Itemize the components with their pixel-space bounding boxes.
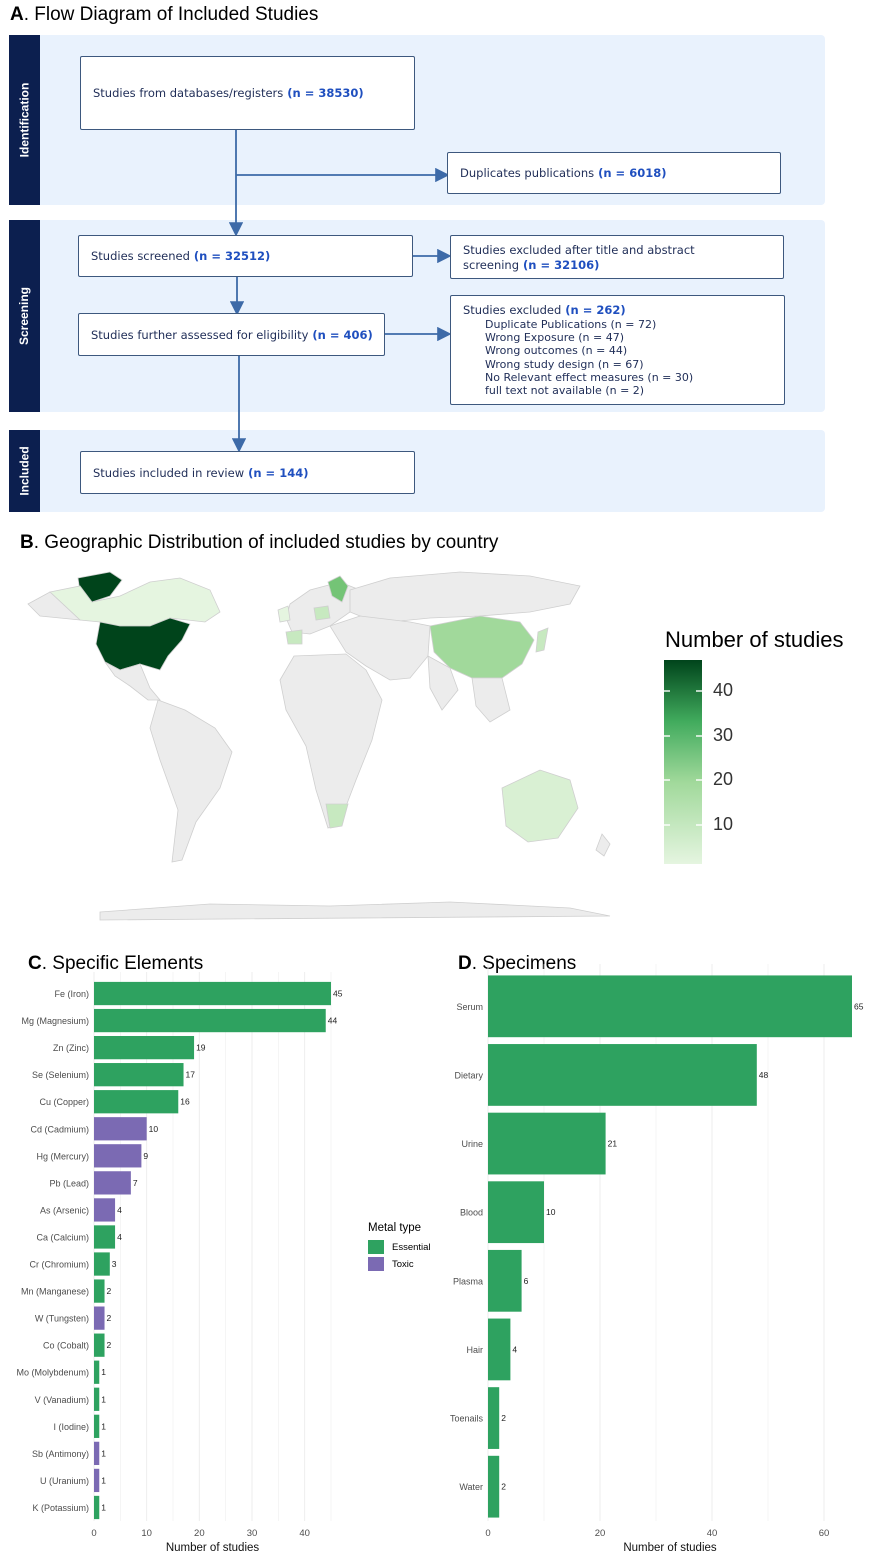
bar bbox=[94, 1334, 105, 1357]
category-label: As (Arsenic) bbox=[39, 1205, 89, 1216]
map-antarctica bbox=[100, 902, 610, 920]
map-legend-tick: 10 bbox=[713, 814, 734, 834]
bar bbox=[488, 1319, 510, 1381]
excluded-title-text2: screening bbox=[463, 258, 520, 272]
map-color-scale bbox=[664, 660, 704, 865]
x-tick-label: 10 bbox=[141, 1528, 152, 1539]
bar bbox=[94, 1279, 105, 1302]
bar-value-label: 2 bbox=[501, 1413, 506, 1424]
bar bbox=[94, 1415, 99, 1438]
bar bbox=[488, 1113, 606, 1175]
exclusion-reason: Duplicate Publications (n = 72) bbox=[485, 318, 657, 331]
included-text: Studies included in review bbox=[93, 465, 245, 480]
bar-value-label: 1 bbox=[101, 1394, 107, 1405]
bar-value-label: 44 bbox=[327, 1015, 338, 1026]
screened-text: Studies screened bbox=[91, 249, 190, 263]
x-tick-label: 60 bbox=[818, 1528, 830, 1539]
category-label: Mn (Manganese) bbox=[20, 1286, 89, 1297]
databases-count: (n = 38530) bbox=[287, 86, 364, 100]
panel-b-letter: B bbox=[20, 532, 34, 553]
category-label: Urine bbox=[461, 1139, 483, 1150]
category-label: W (Tungsten) bbox=[34, 1313, 89, 1324]
databases-text: Studies from databases/registers bbox=[93, 86, 284, 100]
category-label: Cd (Cadmium) bbox=[30, 1124, 89, 1135]
map-se-asia bbox=[472, 678, 510, 722]
bar bbox=[94, 1090, 178, 1113]
bar-value-label: 4 bbox=[512, 1344, 518, 1355]
x-axis-label: Number of studies bbox=[165, 1542, 260, 1554]
bar-value-label: 48 bbox=[758, 1069, 769, 1080]
bar bbox=[94, 1036, 194, 1059]
duplicates-count: (n = 6018) bbox=[598, 166, 667, 180]
panel-a-letter: A bbox=[10, 4, 24, 25]
duplicates-box bbox=[447, 152, 781, 194]
legend-label-toxic: Toxic bbox=[392, 1258, 414, 1270]
x-tick-label: 30 bbox=[246, 1528, 258, 1539]
bar-value-label: 4 bbox=[117, 1231, 122, 1242]
eligibility-count: (n = 406) bbox=[312, 327, 373, 342]
bar-value-label: 21 bbox=[607, 1138, 618, 1149]
excluded-box bbox=[450, 295, 785, 405]
bar bbox=[94, 1009, 326, 1032]
exclusion-reason: No Relevant effect measures (n = 30) bbox=[485, 370, 694, 384]
map-spain bbox=[286, 630, 302, 644]
legend-entry-toxic bbox=[368, 1257, 431, 1271]
x-tick-label: 20 bbox=[594, 1528, 606, 1539]
bar-value-label: 1 bbox=[101, 1448, 107, 1459]
map-legend-tick: 40 bbox=[713, 680, 734, 700]
category-label: Water bbox=[459, 1482, 483, 1493]
category-label: Cu (Copper) bbox=[39, 1097, 89, 1108]
category-label: K (Potassium) bbox=[32, 1502, 89, 1513]
legend-entry-essential bbox=[368, 1240, 431, 1254]
bar bbox=[94, 1361, 99, 1384]
bar bbox=[94, 1144, 141, 1167]
x-tick-label: 20 bbox=[194, 1528, 205, 1539]
screened-count: (n = 32512) bbox=[193, 249, 271, 263]
x-axis-label: Number of studies bbox=[623, 1542, 717, 1554]
bar-value-label: 6 bbox=[523, 1275, 529, 1286]
bar-value-label: 1 bbox=[101, 1475, 107, 1486]
category-label: Mg (Magnesium) bbox=[21, 1016, 89, 1027]
bar bbox=[94, 1469, 99, 1492]
category-label: Plasma bbox=[452, 1276, 483, 1287]
map-uk bbox=[278, 606, 290, 622]
panel-b-title-text: . Geographic Distribution of included studies by country bbox=[33, 532, 499, 553]
bar bbox=[488, 975, 852, 1037]
map-new-zealand bbox=[596, 834, 610, 856]
bar bbox=[94, 1117, 147, 1140]
category-label: Fe (Iron) bbox=[54, 989, 89, 1000]
category-label: I (Iodine) bbox=[53, 1421, 89, 1432]
bar-value-label: 17 bbox=[185, 1069, 196, 1080]
bar bbox=[488, 1044, 757, 1106]
map-legend-tick: 30 bbox=[713, 725, 734, 745]
eligibility-box bbox=[78, 313, 385, 356]
bar-value-label: 1 bbox=[101, 1367, 107, 1378]
included-box bbox=[80, 451, 415, 494]
bar bbox=[94, 1388, 99, 1411]
bar-value-label: 3 bbox=[111, 1259, 117, 1270]
excluded-count: (n = 262) bbox=[565, 303, 626, 317]
exclusion-reason: full text not available (n = 2) bbox=[485, 384, 645, 398]
map-south-africa bbox=[326, 804, 348, 828]
panel-c-title-text: . Specific Elements bbox=[41, 953, 204, 974]
panel-d-letter: D bbox=[458, 953, 472, 974]
x-tick-label: 0 bbox=[91, 1528, 97, 1539]
category-label: U (Uranium) bbox=[39, 1475, 89, 1486]
category-label: Ca (Calcium) bbox=[36, 1232, 89, 1243]
excluded-title-count: (n = 32106) bbox=[523, 258, 600, 272]
bar-value-label: 16 bbox=[180, 1096, 190, 1107]
map-central-europe bbox=[314, 606, 330, 620]
bar-value-label: 10 bbox=[546, 1207, 556, 1218]
screening-label: Screening bbox=[17, 286, 32, 346]
bar bbox=[94, 1496, 99, 1519]
map-russia bbox=[350, 572, 580, 622]
bar bbox=[488, 1387, 499, 1449]
category-label: Pb (Lead) bbox=[49, 1178, 89, 1189]
map-usa bbox=[96, 618, 190, 670]
screened-box bbox=[78, 235, 413, 277]
map-south-america bbox=[150, 700, 232, 862]
eligibility-text: Studies further assessed for eligibility bbox=[91, 327, 309, 342]
category-label: Dietary bbox=[454, 1070, 483, 1081]
bar-value-label: 1 bbox=[101, 1421, 107, 1432]
excluded-title-box bbox=[450, 235, 784, 279]
included-label: Included bbox=[17, 446, 32, 496]
bar-value-label: 65 bbox=[854, 1001, 864, 1012]
map-japan bbox=[536, 628, 548, 652]
bar bbox=[94, 1063, 184, 1086]
panel-b-title bbox=[20, 532, 498, 554]
bar bbox=[94, 1171, 131, 1194]
exclusion-reason: Wrong Exposure (n = 47) bbox=[485, 331, 625, 345]
metal-type-legend bbox=[368, 1222, 431, 1271]
category-label: Serum bbox=[456, 1001, 483, 1012]
bar bbox=[488, 1181, 544, 1243]
category-label: Sb (Antimony) bbox=[31, 1448, 89, 1459]
bar bbox=[94, 1306, 105, 1329]
databases-box bbox=[80, 56, 415, 130]
bar-value-label: 1 bbox=[101, 1502, 107, 1513]
bar bbox=[94, 1225, 115, 1248]
exclusion-reasons bbox=[485, 318, 784, 397]
bar-value-label: 2 bbox=[501, 1481, 506, 1492]
category-label: Toenails bbox=[449, 1413, 483, 1424]
panel-c-letter: C bbox=[28, 953, 42, 974]
bar-value-label: 7 bbox=[132, 1177, 138, 1188]
category-label: Zn (Zinc) bbox=[53, 1043, 89, 1054]
category-label: Co (Cobalt) bbox=[42, 1340, 89, 1351]
identification-label: Identification bbox=[17, 82, 32, 158]
category-label: Se (Selenium) bbox=[31, 1070, 89, 1081]
bar bbox=[94, 1198, 115, 1221]
x-tick-label: 40 bbox=[299, 1528, 310, 1539]
map-legend-title: Number of studies bbox=[665, 627, 844, 652]
duplicates-text: Duplicates publications bbox=[460, 166, 595, 180]
legend-label-essential: Essential bbox=[392, 1241, 431, 1253]
panel-d-title-text: . Specimens bbox=[471, 953, 577, 974]
excluded-title-text: Studies excluded after title and abstract bbox=[463, 243, 695, 257]
bar bbox=[488, 1250, 522, 1312]
category-label: Mo (Molybdenum) bbox=[16, 1367, 89, 1378]
bar-value-label: 2 bbox=[106, 1313, 112, 1324]
x-tick-label: 40 bbox=[706, 1528, 718, 1539]
world-map bbox=[10, 560, 650, 928]
bar-value-label: 45 bbox=[333, 988, 343, 999]
excluded-text: Studies excluded bbox=[463, 303, 562, 317]
legend-swatch-toxic bbox=[368, 1257, 384, 1271]
map-legend-tick: 20 bbox=[713, 769, 734, 789]
exclusion-reason: Wrong study design (n = 67) bbox=[485, 357, 644, 371]
bar-value-label: 19 bbox=[196, 1042, 206, 1053]
exclusion-reason: Wrong outcomes (n = 44) bbox=[485, 344, 628, 358]
included-count: (n = 144) bbox=[248, 465, 309, 480]
bar bbox=[94, 982, 331, 1005]
bar bbox=[94, 1252, 110, 1275]
bar-value-label: 10 bbox=[148, 1123, 159, 1134]
bar bbox=[94, 1442, 99, 1465]
category-label: Blood bbox=[459, 1207, 483, 1218]
map-australia bbox=[502, 770, 578, 842]
legend-swatch-essential bbox=[368, 1240, 384, 1254]
category-label: V (Vanadium) bbox=[34, 1394, 89, 1405]
bar-value-label: 4 bbox=[117, 1204, 122, 1215]
category-label: Hair bbox=[466, 1344, 483, 1355]
specimens-bar-chart bbox=[440, 955, 876, 1565]
map-africa bbox=[280, 654, 382, 828]
bar-value-label: 2 bbox=[106, 1286, 112, 1297]
bar-value-label: 9 bbox=[143, 1150, 149, 1161]
category-label: Hg (Mercury) bbox=[36, 1151, 89, 1162]
bar-value-label: 2 bbox=[106, 1340, 112, 1351]
panel-a-title-text: . Flow Diagram of Included Studies bbox=[23, 4, 319, 25]
bar bbox=[488, 1456, 499, 1518]
x-tick-label: 0 bbox=[485, 1528, 491, 1539]
category-label: Cr (Chromium) bbox=[29, 1259, 89, 1270]
legend-title: Metal type bbox=[368, 1222, 422, 1234]
